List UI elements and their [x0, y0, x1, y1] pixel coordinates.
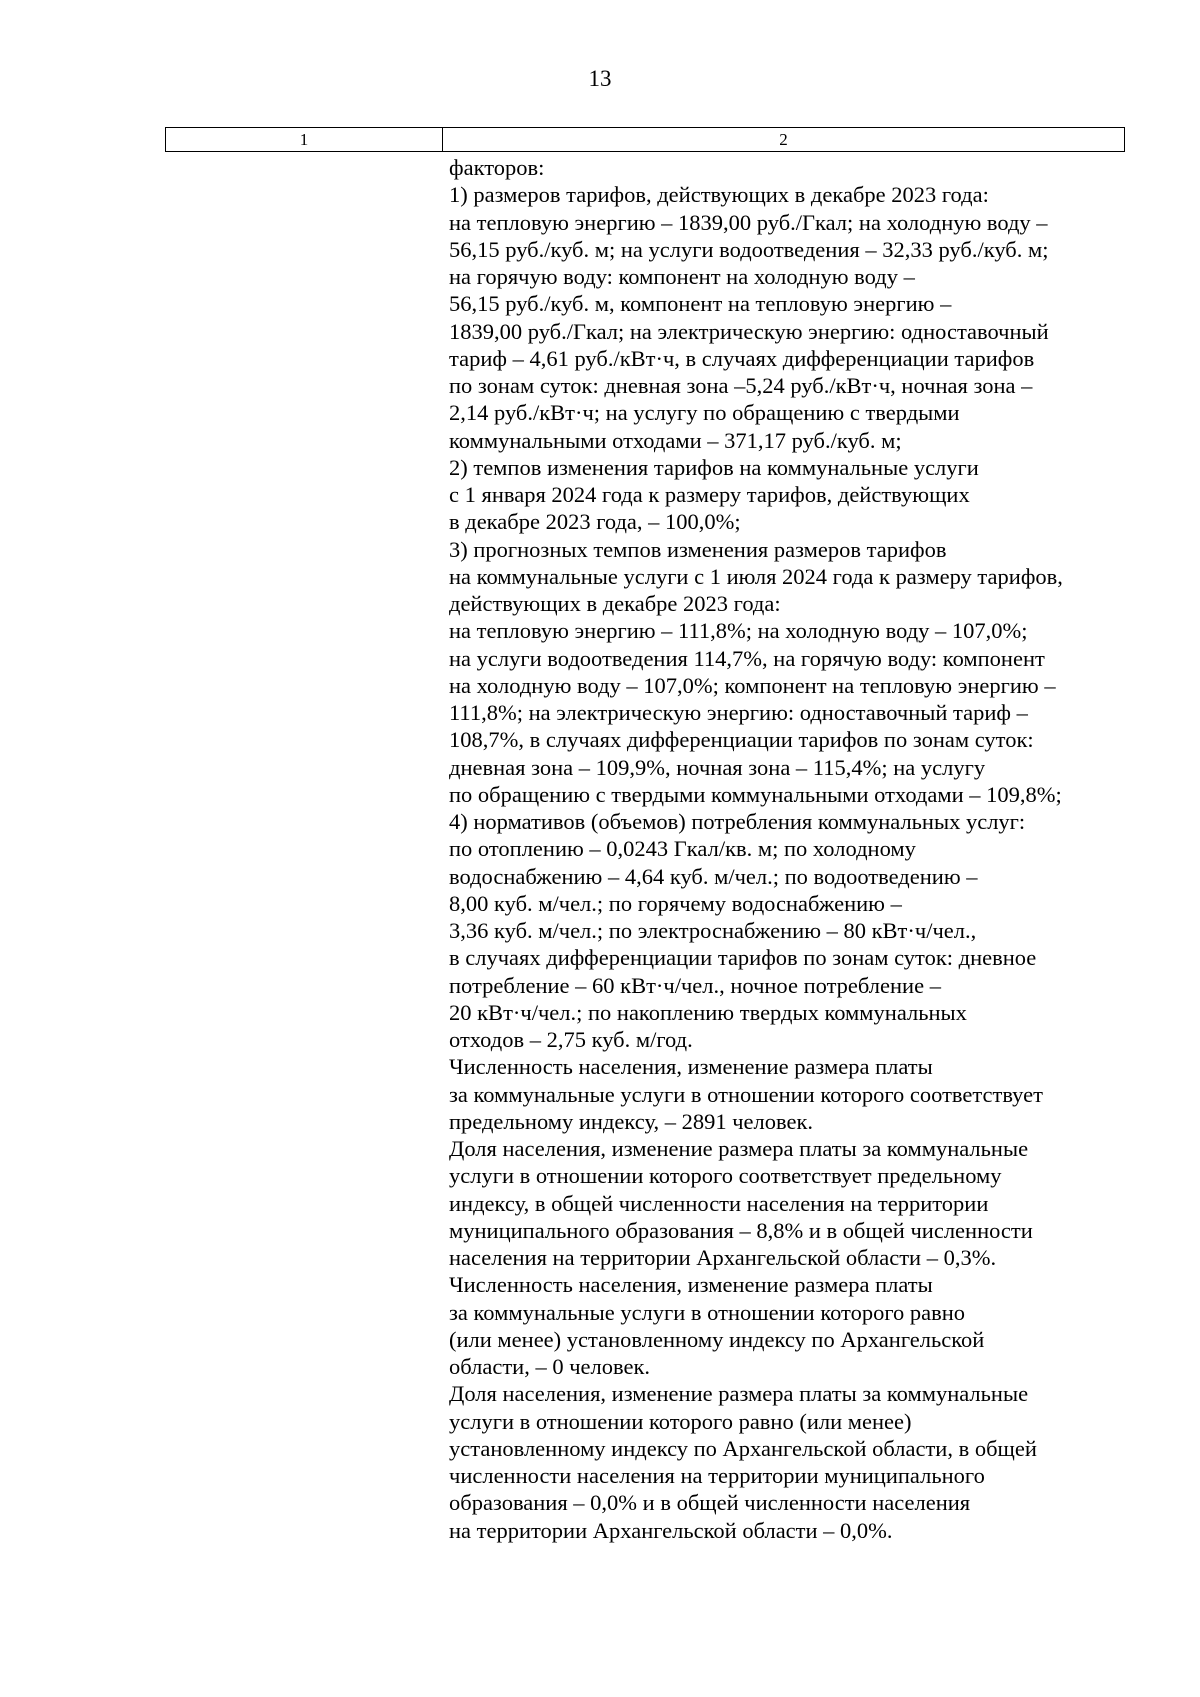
text-line: 2,14 руб./кВт·ч; на услугу по обращению с твердыми: [449, 400, 960, 426]
table-header-col-2: 2: [443, 128, 1125, 152]
text-line: за коммунальные услуги в отношении которого соответствует: [449, 1081, 1043, 1107]
text-line: по отоплению – 0,0243 Гкал/кв. м; по холодному: [449, 836, 916, 862]
text-line: 56,15 руб./куб. м, компонент на тепловую энергию –: [449, 291, 952, 317]
text-line: коммунальными отходами – 371,17 руб./куб. м;: [449, 427, 902, 453]
text-line: услуги в отношении которого равно (или менее): [449, 1408, 912, 1434]
text-line: по зонам суток: дневная зона –5,24 руб./кВт·ч, ночная зона –: [449, 373, 1033, 398]
text-line: 20 кВт·ч/чел.; по накоплению твердых коммунальных: [449, 999, 967, 1025]
text-line: по обращению с твердыми коммунальными отходами – 109,8%;: [449, 781, 1062, 807]
text-line: с 1 января 2024 года к размеру тарифов, действующих: [449, 482, 970, 507]
text-line: населения на территории Архангельской области – 0,3%.: [449, 1245, 997, 1270]
text-line: тариф – 4,61 руб./кВт·ч, в случаях дифференциации тарифов: [449, 345, 1035, 371]
text-line: (или менее) установленному индексу по Архангельской: [449, 1326, 985, 1352]
text-line: в случаях дифференциации тарифов по зонам суток: дневное: [449, 945, 1037, 971]
text-line: муниципального образования – 8,8% и в общей численности: [449, 1217, 1033, 1243]
text-line: 1839,00 руб./Гкал; на электрическую энергию: одноставочный: [449, 318, 1049, 344]
text-line: 8,00 куб. м/чел.; по горячему водоснабжению –: [449, 890, 902, 916]
table-header-col-1: 1: [166, 128, 443, 152]
text-line: 2) темпов изменения тарифов на коммунальные услуги: [449, 454, 979, 480]
text-line: действующих в декабре 2023 года:: [449, 591, 781, 616]
text-line: 4) нормативов (объемов) потребления коммунальных услуг:: [449, 809, 1026, 834]
text-line: области, – 0 человек.: [449, 1354, 651, 1379]
text-line: факторов:: [449, 155, 545, 180]
text-line: на услуги водоотведения 114,7%, на горячую воду: компонент: [449, 645, 1045, 671]
text-line: дневная зона – 109,9%, ночная зона – 115,4%; на услугу: [449, 754, 986, 780]
text-line: 3) прогнозных темпов изменения размеров тарифов: [449, 536, 947, 562]
text-line: на холодную воду – 107,0%; компонент на тепловую энергию –: [449, 672, 1056, 698]
text-line: 3,36 куб. м/чел.; по электроснабжению – 80 кВт·ч/чел.,: [449, 918, 977, 943]
text-line: численности населения на территории муниципального: [449, 1463, 985, 1488]
text-line: услуги в отношении которого соответствует предельному: [449, 1163, 1002, 1189]
text-line: Численность населения, изменение размера платы: [449, 1054, 933, 1080]
text-line: на тепловую энергию – 111,8%; на холодную воду – 107,0%;: [449, 618, 1028, 644]
text-line: на коммунальные услуги с 1 июля 2024 года к размеру тарифов,: [449, 563, 1063, 589]
text-line: установленному индексу по Архангельской области, в общей: [449, 1435, 1037, 1461]
text-line: водоснабжению – 4,64 куб. м/чел.; по водоотведению –: [449, 863, 978, 889]
table-header-row: [165, 127, 1125, 152]
text-line: за коммунальные услуги в отношении которого равно: [449, 1299, 966, 1325]
text-line: Численность населения, изменение размера платы: [449, 1272, 933, 1298]
text-line: на горячую воду: компонент на холодную воду –: [449, 264, 915, 289]
text-line: 1) размеров тарифов, действующих в декабре 2023 года:: [449, 182, 989, 208]
text-line: в декабре 2023 года, – 100,0%;: [449, 509, 741, 535]
text-line: потребление – 60 кВт·ч/чел., ночное потребление –: [449, 972, 941, 998]
text-line: образования – 0,0% и в общей численности населения: [449, 1490, 971, 1516]
text-line: на тепловую энергию – 1839,00 руб./Гкал; на холодную воду –: [449, 209, 1048, 235]
table-cell-col-2-text: [449, 154, 1139, 1544]
text-line: 111,8%; на электрическую энергию: одноставочный тариф –: [449, 700, 1028, 725]
text-line: 108,7%, в случаях дифференциации тарифов по зонам суток:: [449, 727, 1034, 753]
text-line: Доля населения, изменение размера платы за коммунальные: [449, 1381, 1029, 1407]
page-number: 13: [588, 66, 612, 91]
text-line: индексу, в общей численности населения на территории: [449, 1190, 989, 1216]
text-line: Доля населения, изменение размера платы за коммунальные: [449, 1136, 1029, 1161]
text-line: предельному индексу, – 2891 человек.: [449, 1108, 814, 1134]
text-line: 56,15 руб./куб. м; на услуги водоотведения – 32,33 руб./куб. м;: [449, 236, 1049, 262]
text-line: на территории Архангельской области – 0,0%.: [449, 1517, 893, 1543]
text-line: отходов – 2,75 куб. м/год.: [449, 1027, 693, 1052]
